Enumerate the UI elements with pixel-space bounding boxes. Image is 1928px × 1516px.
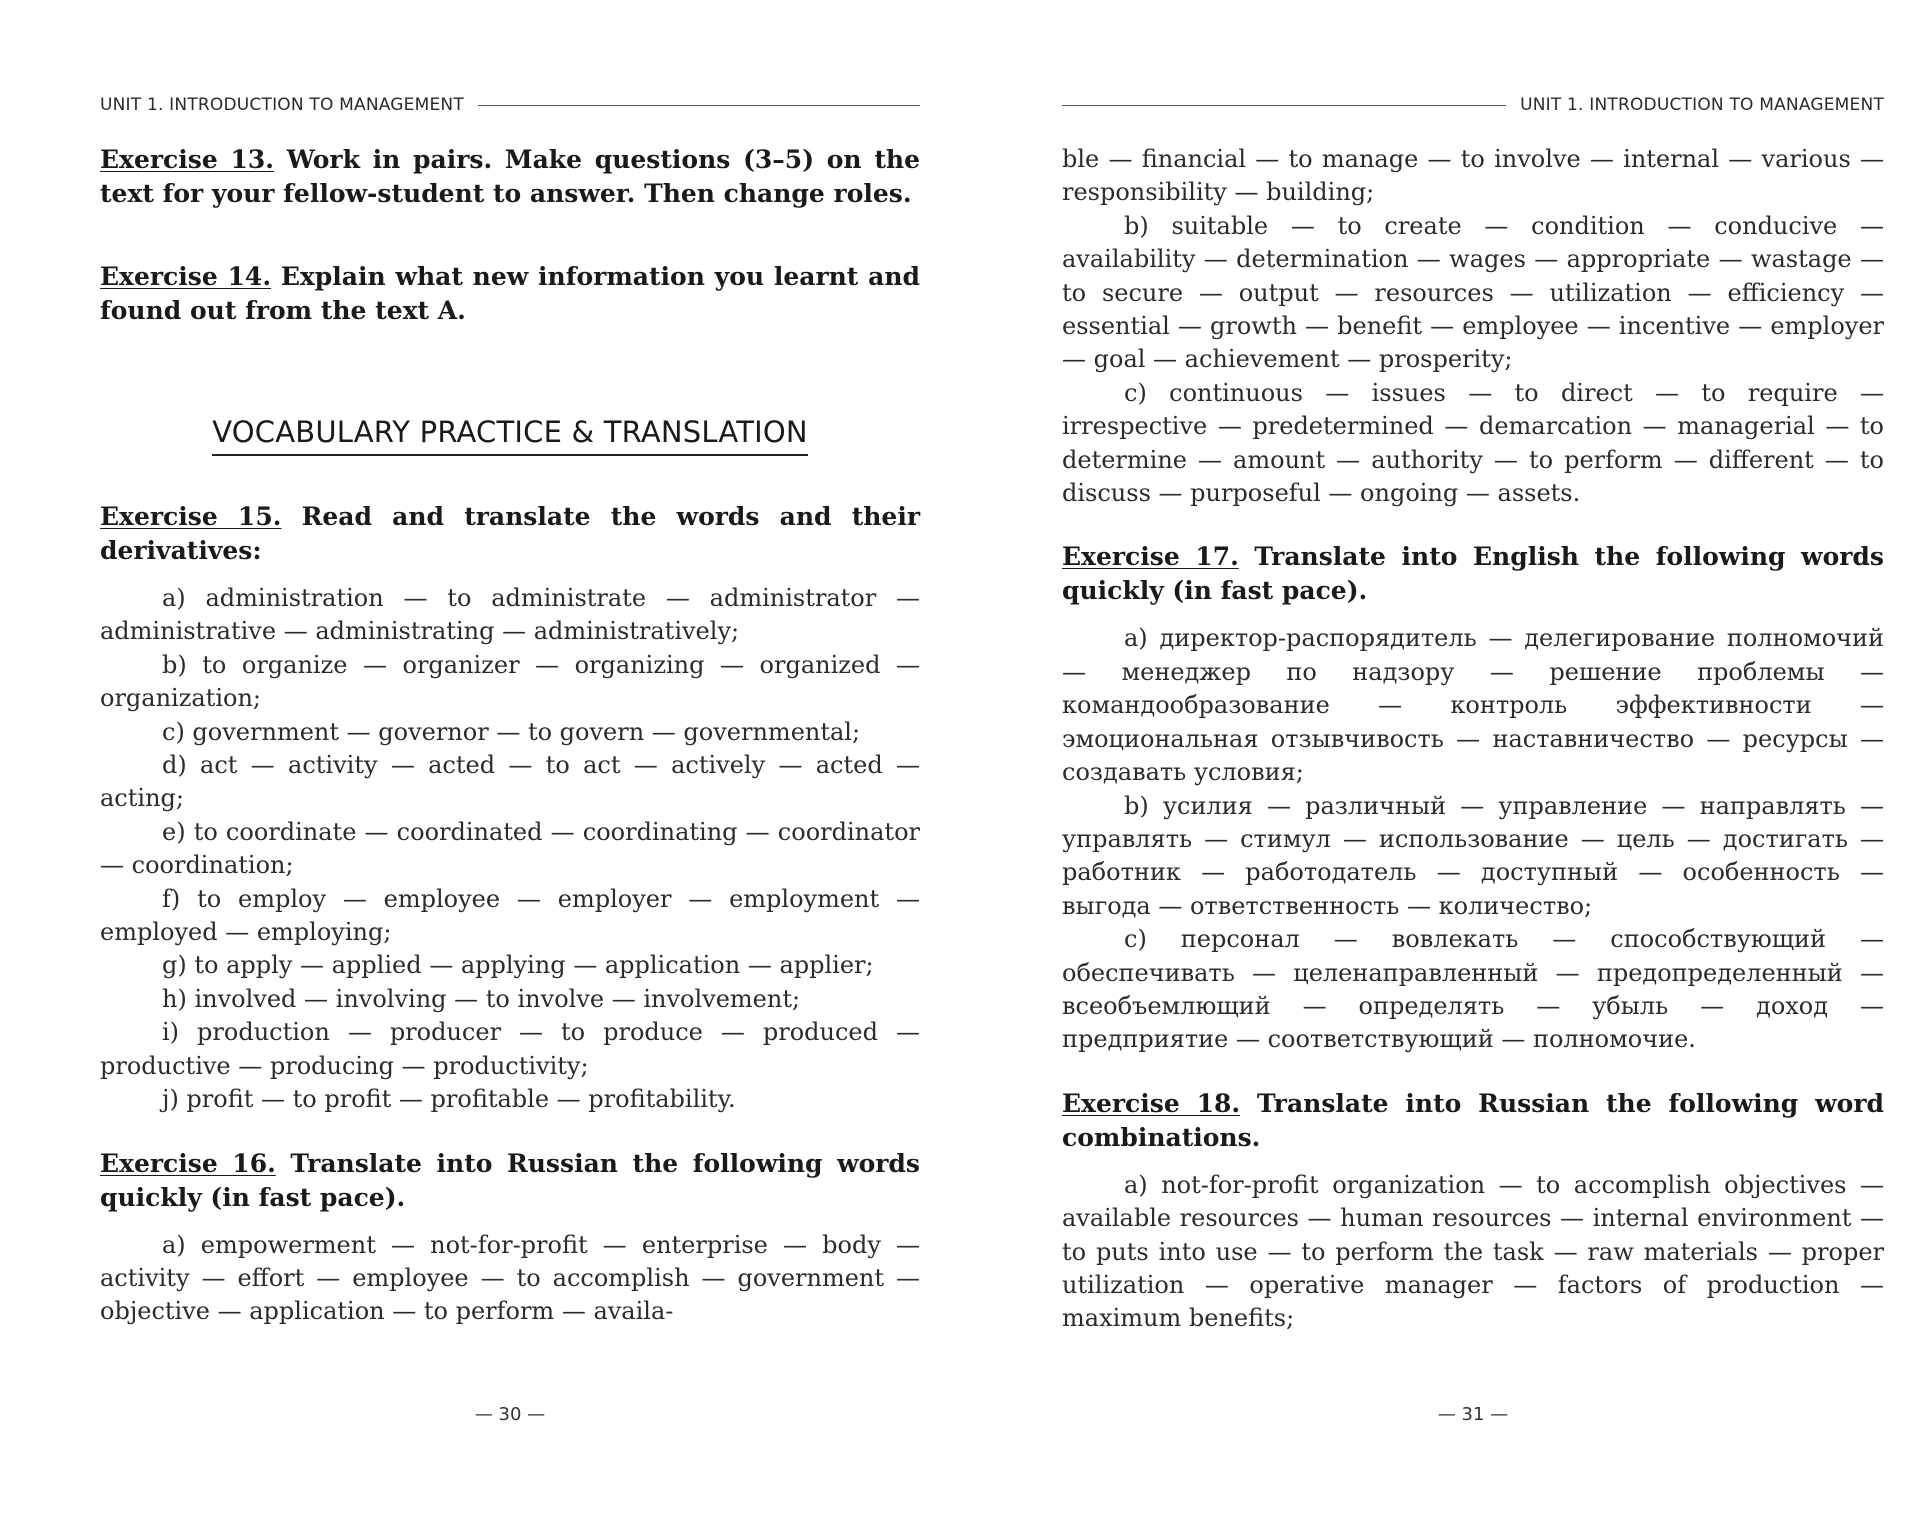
exercise-17-instruction: Translate into English the following words quickly (in fast pace).	[1062, 542, 1884, 606]
exercise-15-item-e: e) to coordinate — coordinated — coordinating — coordinator — coordination;	[100, 817, 920, 880]
page-number-right: — 31 —	[1437, 1404, 1509, 1425]
exercise-15-item-d: d) act — activity — acted — to act — actively — acted — acting;	[100, 751, 920, 813]
exercise-15-instruction: Read and translate the words and their derivatives:	[100, 502, 920, 565]
exercise-15-item-c: c) government — governor — to govern — governmental;	[162, 717, 861, 746]
exercise-16-instruction: Translate into Russian the following words quickly (in fast pace).	[100, 1148, 920, 1212]
exercise-16-item-a-start: a) empowerment — not-for-profit — enterprise — body — activity — effort — employee — to accomplish — government — objective — application — to perform — availa-	[100, 1230, 920, 1326]
page-number-left: — 30 —	[474, 1404, 546, 1425]
exercise-17-heading	[1062, 540, 1884, 608]
exercise-16-item-a-end: ble — financial — to manage — to involve — internal — various — responsibility — building;	[1062, 145, 1884, 207]
exercise-15-item-a: a) administration — to administrate — administrator — administrative — administrating — administratively;	[100, 584, 920, 646]
exercise-13-heading	[100, 143, 920, 211]
exercise-16-item-b: b) suitable — to create — condition — conducive — availability — determination — wages — appropriate — wastage — to secure — output — resources — utilization — efficiency — essential — growth — benefit — employee — incentive — employer — goal — achievement — prosperity;	[1062, 211, 1884, 374]
exercise-16-heading	[100, 1147, 920, 1215]
left-page	[100, 0, 920, 1516]
exercise-15-label: Exercise 15.	[100, 502, 282, 531]
running-head-left	[100, 92, 920, 118]
exercise-15-item-j: j) profit — to profit — profitable — profitability.	[162, 1085, 736, 1114]
exercise-18-label: Exercise 18.	[1062, 1088, 1241, 1118]
exercise-15-item-i: i) production — producer — to produce — produced — productive — producing — productivity;	[100, 1018, 920, 1080]
exercise-16-continued	[1062, 143, 1884, 510]
exercise-15-item-f: f) to employ — employee — employer — employment — employed — employing;	[100, 884, 920, 947]
running-head-rule	[1062, 105, 1506, 106]
running-head-text: UNIT 1. INTRODUCTION TO MANAGEMENT	[100, 95, 464, 115]
exercise-15-list	[100, 582, 920, 1117]
exercise-17-item-c: c) персонал — вовлекать — способствующий — обеспечивать — целенаправленный — предопределенный — всеобъемлющий — определять — убыль — доход — предприятие — соответствующий — полномочие.	[1062, 925, 1884, 1054]
exercise-17-item-b: b) усилия — различный — управление — направлять — управлять — стимул — использование — цель — достигать — работник — работодатель — доступный — особенность — выгода — ответственность — количество;	[1062, 791, 1884, 920]
exercise-14-instruction: Explain what new information you learnt and found out from the text A.	[100, 262, 920, 325]
section-heading	[100, 412, 920, 456]
exercise-15-item-h: h) involved — involving — to involve — involvement;	[162, 984, 801, 1013]
exercise-15-heading	[100, 500, 920, 568]
exercise-14-heading	[100, 260, 920, 328]
right-page	[1062, 0, 1884, 1516]
exercise-18-instruction: Translate into Russian the following word combinations.	[1062, 1088, 1884, 1152]
exercise-18-item-a: a) not-for-profit organization — to accomplish objectives — available resources — human resources — internal environment — to puts into use — to perform the task — raw materials — proper utilization — operative manager — factors of production — maximum benefits;	[1062, 1170, 1884, 1333]
exercise-13-instruction: Work in pairs. Make questions (3–5) on the text for your fellow-student to answer. Then change roles.	[100, 145, 920, 208]
left-page-content	[100, 143, 920, 1329]
exercise-17-list	[1062, 622, 1884, 1056]
exercise-17-label: Exercise 17.	[1062, 542, 1239, 572]
exercise-17-item-a: a) директор-распорядитель — делегирование полномочий — менеджер по надзору — решение проблемы — командообразование — контроль эффективности — эмоциональная отзывчивость — наставничество — ресурсы — создавать условия;	[1062, 624, 1884, 787]
exercise-15-item-g: g) to apply — applied — applying — application — applier;	[162, 951, 874, 980]
exercise-14-label: Exercise 14.	[100, 262, 272, 291]
running-head-right	[1062, 92, 1884, 118]
right-page-content	[1062, 143, 1884, 1336]
exercise-16-label: Exercise 16.	[100, 1148, 276, 1178]
running-head-rule	[478, 105, 920, 106]
exercise-15-item-b: b) to organize — organizer — organizing — organized — organization;	[100, 650, 920, 713]
running-head-text: UNIT 1. INTRODUCTION TO MANAGEMENT	[1520, 95, 1884, 115]
section-heading-text: VOCABULARY PRACTICE & TRANSLATION	[212, 412, 808, 456]
exercise-16-item-c: c) continuous — issues — to direct — to require — irrespective — predetermined — demarcation — managerial — to determine — amount — authority — to perform — different — to discuss — purposeful — ongoing — assets.	[1062, 378, 1884, 508]
exercise-13-label: Exercise 13.	[100, 145, 274, 174]
exercise-18-heading	[1062, 1087, 1884, 1155]
